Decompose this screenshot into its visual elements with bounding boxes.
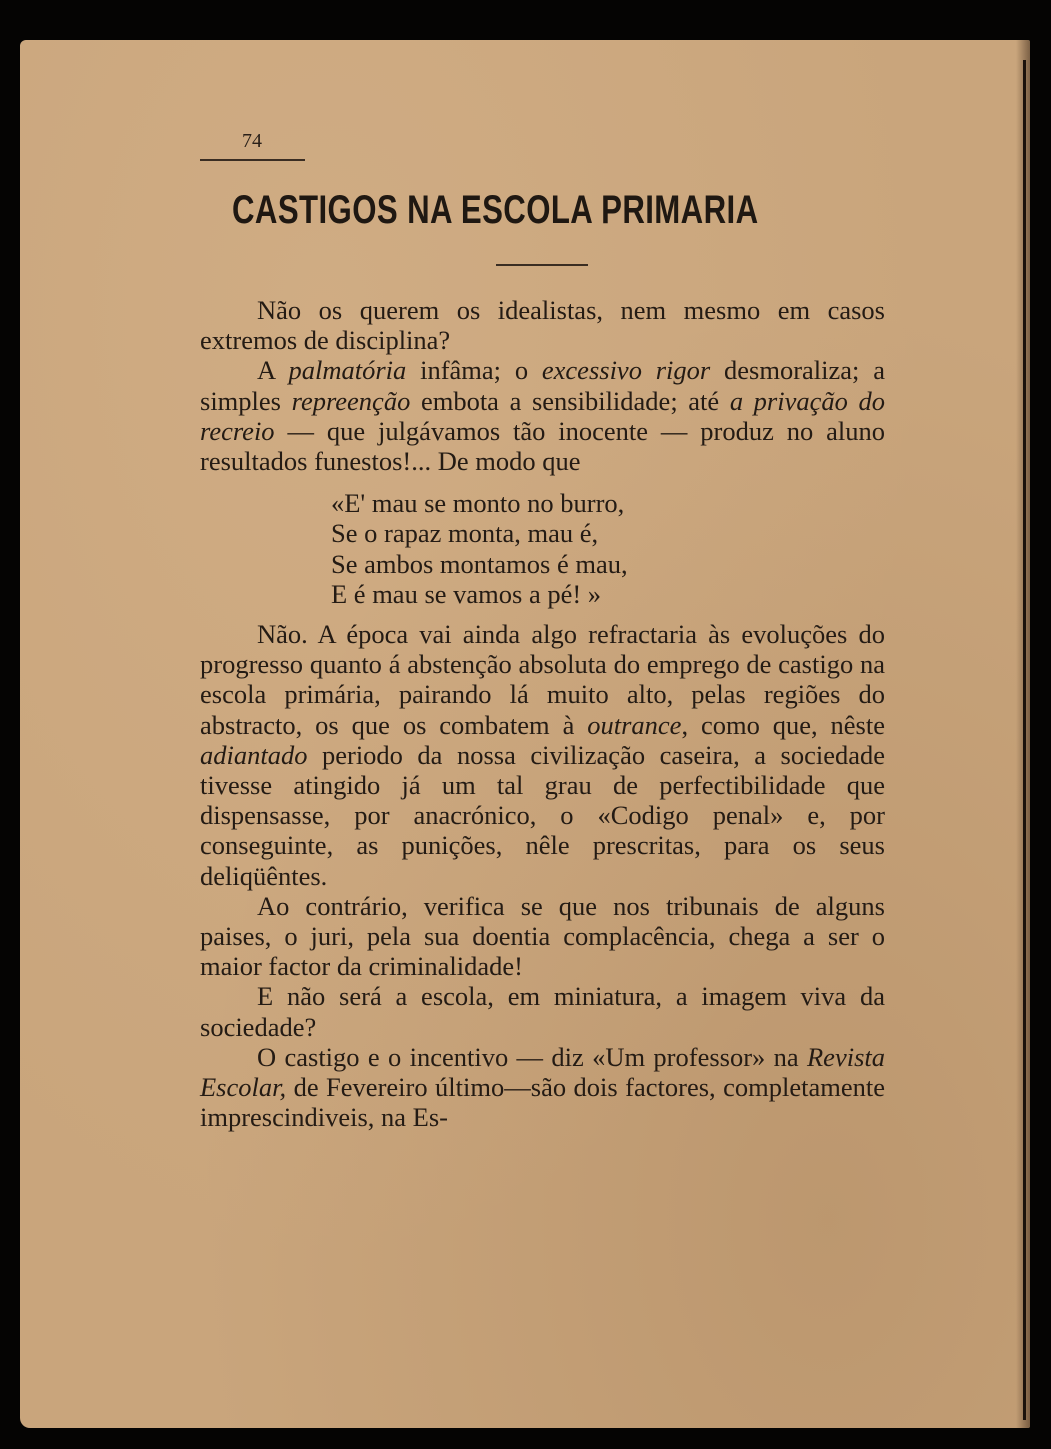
paragraph-4: Ao contrário, verifica se que nos tribunais de alguns paises, o juri, pela sua doentia complacência, chega a ser o maior factor da criminalidade!: [200, 890, 885, 982]
page-border-line: [1023, 60, 1026, 1420]
emphasis-palmatoria: palmatória: [288, 355, 407, 386]
paragraph-6: O castigo e o incentivo — diz «Um professor» na Revista Escolar, de Fevereiro último—são dois factores, completamente imprescindiveis, na Es-: [200, 1041, 885, 1133]
article-body: [200, 295, 885, 1132]
page-number-rule: [200, 159, 305, 161]
emphasis-adiantado: adiantado: [200, 739, 308, 770]
paragraph-1: Não os querem os idealistas, nem mesmo em casos extremos de disciplina?: [200, 295, 885, 356]
verse-quote: [331, 488, 885, 609]
emphasis-revista-escolar: Revista Escolar,: [200, 1041, 885, 1103]
page-title: CASTIGOS NA ESCOLA PRIMARIA: [232, 188, 759, 232]
emphasis-excessivo-rigor: excessivo rigor: [541, 355, 711, 386]
emphasis-repreencao: repreenção: [291, 385, 411, 416]
verse-line: Se ambos montamos é mau,: [331, 548, 628, 579]
book-page: [20, 40, 1030, 1428]
page-number: 74: [242, 130, 262, 152]
title-divider: [496, 264, 588, 266]
paragraph-2: A palmatória infâma; o excessivo rigor desmoraliza; a simples repreenção embota a sensibilidade; até a privação do recreio — que julgávamos tão inocente — produz no aluno resultados funestos!... De modo que: [200, 355, 886, 477]
emphasis-privacao-recreio: a privação do recreio: [200, 385, 886, 446]
verse-line: «E' mau se monto no burro,: [331, 488, 625, 519]
emphasis-outrance: outrance: [587, 709, 682, 740]
paragraph-3: Não. A época vai ainda algo refractaria às evoluções do progresso quanto á abstenção absoluta do emprego de castigo na escola primária, pairando lá muito alto, pelas regiões do abstracto, os que os combatem à outrance, como que, nêste adiantado periodo da nossa civilização caseira, a sociedade tivesse atingido já um tal grau de perfectibilidade que dispensasse, por anacrónico, o «Codigo penal» e, por conseguinte, as punições, nêle prescritas, para os seus deliqüêntes.: [200, 619, 885, 891]
paragraph-5: E não será a escola, em miniatura, a imagem viva da sociedade?: [200, 981, 885, 1042]
verse-line: Se o rapaz monta, mau é,: [331, 518, 599, 549]
verse-line: E é mau se vamos a pé! »: [331, 578, 602, 609]
